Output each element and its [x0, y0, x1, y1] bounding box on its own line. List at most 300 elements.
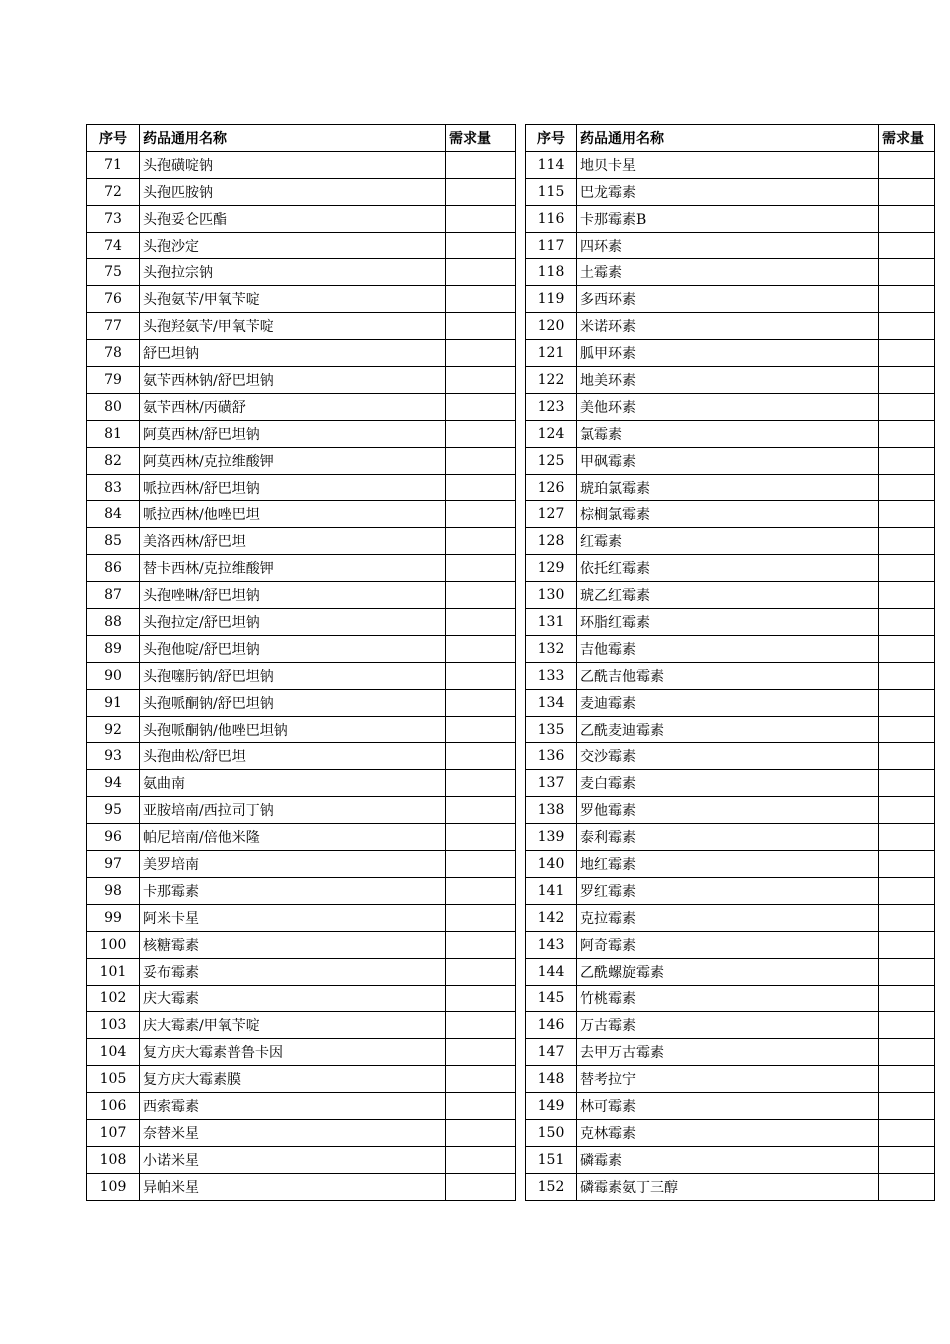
demand-quantity-cell[interactable]: [446, 447, 516, 474]
demand-quantity-cell[interactable]: [446, 178, 516, 205]
drug-name-cell: 乙酰吉他霉素: [577, 662, 879, 689]
demand-quantity-cell[interactable]: [879, 259, 935, 286]
serial-number-cell: 142: [526, 904, 577, 931]
demand-quantity-cell[interactable]: [879, 958, 935, 985]
drug-name-cell: 替卡西林/克拉维酸钾: [140, 555, 446, 582]
demand-quantity-cell[interactable]: [446, 528, 516, 555]
demand-quantity-cell[interactable]: [446, 286, 516, 313]
demand-quantity-cell[interactable]: [446, 205, 516, 232]
demand-quantity-cell[interactable]: [879, 420, 935, 447]
table-row: [87, 232, 516, 259]
table-row: [526, 420, 935, 447]
demand-quantity-cell[interactable]: [879, 393, 935, 420]
demand-quantity-cell[interactable]: [446, 904, 516, 931]
serial-number-cell: 71: [87, 151, 140, 178]
table-row: [87, 1146, 516, 1173]
table-row: [526, 1119, 935, 1146]
serial-number-cell: 88: [87, 609, 140, 636]
serial-number-cell: 126: [526, 474, 577, 501]
demand-quantity-cell[interactable]: [446, 501, 516, 528]
table-row: [526, 447, 935, 474]
drug-name-cell: 舒巴坦钠: [140, 340, 446, 367]
serial-number-cell: 120: [526, 313, 577, 340]
demand-quantity-cell[interactable]: [879, 528, 935, 555]
drug-name-cell: 头孢拉定/舒巴坦钠: [140, 609, 446, 636]
table-row: [87, 447, 516, 474]
demand-quantity-cell[interactable]: [446, 1039, 516, 1066]
demand-quantity-cell[interactable]: [879, 877, 935, 904]
drug-name-cell: 帕尼培南/倍他米隆: [140, 824, 446, 851]
table-row: [87, 635, 516, 662]
table-row: [526, 877, 935, 904]
demand-quantity-cell[interactable]: [879, 1039, 935, 1066]
table-row: [87, 1039, 516, 1066]
table-row: [526, 1093, 935, 1120]
serial-number-cell: 151: [526, 1146, 577, 1173]
drug-name-cell: 罗红霉素: [577, 877, 879, 904]
drug-name-cell: 去甲万古霉素: [577, 1039, 879, 1066]
serial-number-cell: 74: [87, 232, 140, 259]
demand-quantity-cell[interactable]: [879, 1119, 935, 1146]
drug-name-cell: 西索霉素: [140, 1093, 446, 1120]
demand-quantity-cell[interactable]: [879, 205, 935, 232]
serial-number-cell: 150: [526, 1119, 577, 1146]
drug-name-cell: 罗他霉素: [577, 797, 879, 824]
table-row: [87, 474, 516, 501]
table-row: [87, 178, 516, 205]
drug-name-cell: 头孢沙定: [140, 232, 446, 259]
table-row: [87, 393, 516, 420]
drug-name-cell: 头孢噻肟钠/舒巴坦钠: [140, 662, 446, 689]
drug-name-cell: 棕榈氯霉素: [577, 501, 879, 528]
demand-quantity-cell[interactable]: [446, 635, 516, 662]
serial-number-cell: 122: [526, 367, 577, 394]
serial-number-cell: 73: [87, 205, 140, 232]
drug-name-cell: 巴龙霉素: [577, 178, 879, 205]
drug-name-cell: 米诺环素: [577, 313, 879, 340]
demand-quantity-cell[interactable]: [879, 635, 935, 662]
drug-name-cell: 头孢他啶/舒巴坦钠: [140, 635, 446, 662]
serial-number-cell: 87: [87, 582, 140, 609]
header-demand-quantity: 需求量: [879, 125, 935, 152]
table-row: [526, 1173, 935, 1200]
drug-name-cell: 四环素: [577, 232, 879, 259]
table-header-row: [87, 125, 516, 152]
table-row: [526, 931, 935, 958]
drug-name-cell: 头孢氨苄/甲氧苄啶: [140, 286, 446, 313]
demand-quantity-cell[interactable]: [879, 313, 935, 340]
serial-number-cell: 114: [526, 151, 577, 178]
serial-number-cell: 147: [526, 1039, 577, 1066]
table-row: [87, 259, 516, 286]
table-row: [87, 555, 516, 582]
drug-name-cell: 克林霉素: [577, 1119, 879, 1146]
drug-name-cell: 替考拉宁: [577, 1066, 879, 1093]
table-row: [526, 393, 935, 420]
drug-name-cell: 奈替米星: [140, 1119, 446, 1146]
drug-name-cell: 头孢哌酮钠/他唑巴坦钠: [140, 716, 446, 743]
drug-name-cell: 头孢曲松/舒巴坦: [140, 743, 446, 770]
serial-number-cell: 108: [87, 1146, 140, 1173]
demand-quantity-cell[interactable]: [879, 1093, 935, 1120]
demand-quantity-cell[interactable]: [879, 716, 935, 743]
serial-number-cell: 104: [87, 1039, 140, 1066]
drug-name-cell: 阿莫西林/克拉维酸钾: [140, 447, 446, 474]
table-row: [526, 851, 935, 878]
table-row: [526, 286, 935, 313]
serial-number-cell: 132: [526, 635, 577, 662]
table-row: [87, 824, 516, 851]
table-row: [526, 259, 935, 286]
table-row: [87, 528, 516, 555]
table-row: [526, 1012, 935, 1039]
demand-quantity-cell[interactable]: [879, 904, 935, 931]
drug-name-cell: 地贝卡星: [577, 151, 879, 178]
serial-number-cell: 117: [526, 232, 577, 259]
serial-number-cell: 77: [87, 313, 140, 340]
demand-quantity-cell[interactable]: [879, 286, 935, 313]
drug-name-cell: 氨曲南: [140, 770, 446, 797]
serial-number-cell: 81: [87, 420, 140, 447]
demand-quantity-cell[interactable]: [879, 367, 935, 394]
drug-name-cell: 头孢唑啉/舒巴坦钠: [140, 582, 446, 609]
table-body: [87, 151, 516, 1200]
header-drug-name: 药品通用名称: [140, 125, 446, 152]
table-row: [526, 797, 935, 824]
serial-number-cell: 89: [87, 635, 140, 662]
table-row: [87, 931, 516, 958]
demand-quantity-cell[interactable]: [446, 555, 516, 582]
table-row: [526, 743, 935, 770]
serial-number-cell: 129: [526, 555, 577, 582]
serial-number-cell: 133: [526, 662, 577, 689]
demand-quantity-cell[interactable]: [879, 232, 935, 259]
drug-name-cell: 阿米卡星: [140, 904, 446, 931]
drug-name-cell: 美他环素: [577, 393, 879, 420]
table-row: [526, 635, 935, 662]
drug-name-cell: 异帕米星: [140, 1173, 446, 1200]
demand-quantity-cell[interactable]: [879, 178, 935, 205]
serial-number-cell: 136: [526, 743, 577, 770]
header-serial-number: 序号: [526, 125, 577, 152]
table-row: [87, 582, 516, 609]
demand-quantity-cell[interactable]: [879, 1173, 935, 1200]
serial-number-cell: 127: [526, 501, 577, 528]
demand-quantity-cell[interactable]: [879, 662, 935, 689]
drug-name-cell: 麦白霉素: [577, 770, 879, 797]
demand-quantity-cell[interactable]: [879, 770, 935, 797]
header-serial-number: 序号: [87, 125, 140, 152]
demand-quantity-cell[interactable]: [446, 151, 516, 178]
drug-name-cell: 克拉霉素: [577, 904, 879, 931]
serial-number-cell: 102: [87, 985, 140, 1012]
table-row: [526, 340, 935, 367]
drug-name-cell: 交沙霉素: [577, 743, 879, 770]
drug-name-cell: 多西环素: [577, 286, 879, 313]
demand-quantity-cell[interactable]: [446, 1119, 516, 1146]
drug-name-cell: 万古霉素: [577, 1012, 879, 1039]
drug-name-cell: 亚胺培南/西拉司丁钠: [140, 797, 446, 824]
demand-quantity-cell[interactable]: [879, 689, 935, 716]
drug-name-cell: 依托红霉素: [577, 555, 879, 582]
drug-name-cell: 氨苄西林/丙磺舒: [140, 393, 446, 420]
serial-number-cell: 97: [87, 851, 140, 878]
serial-number-cell: 85: [87, 528, 140, 555]
serial-number-cell: 106: [87, 1093, 140, 1120]
drug-name-cell: 林可霉素: [577, 1093, 879, 1120]
serial-number-cell: 86: [87, 555, 140, 582]
drug-name-cell: 地美环素: [577, 367, 879, 394]
table-row: [526, 985, 935, 1012]
table-row: [87, 985, 516, 1012]
table-row: [526, 582, 935, 609]
serial-number-cell: 146: [526, 1012, 577, 1039]
table-row: [526, 528, 935, 555]
drug-name-cell: 泰利霉素: [577, 824, 879, 851]
table-row: [87, 151, 516, 178]
drug-name-cell: 卡那霉素: [140, 877, 446, 904]
demand-quantity-cell[interactable]: [446, 797, 516, 824]
table-row: [87, 877, 516, 904]
drug-name-cell: 吉他霉素: [577, 635, 879, 662]
demand-quantity-cell[interactable]: [879, 151, 935, 178]
serial-number-cell: 79: [87, 367, 140, 394]
demand-quantity-cell[interactable]: [446, 1012, 516, 1039]
demand-quantity-cell[interactable]: [446, 1173, 516, 1200]
demand-quantity-cell[interactable]: [446, 851, 516, 878]
table-row: [526, 1039, 935, 1066]
serial-number-cell: 109: [87, 1173, 140, 1200]
drug-name-cell: 磷霉素氨丁三醇: [577, 1173, 879, 1200]
serial-number-cell: 143: [526, 931, 577, 958]
serial-number-cell: 100: [87, 931, 140, 958]
demand-quantity-cell[interactable]: [446, 985, 516, 1012]
demand-quantity-cell[interactable]: [879, 1066, 935, 1093]
demand-quantity-cell[interactable]: [879, 743, 935, 770]
table-row: [87, 958, 516, 985]
serial-number-cell: 123: [526, 393, 577, 420]
table-row: [526, 689, 935, 716]
table-row: [87, 1119, 516, 1146]
table-row: [526, 178, 935, 205]
demand-quantity-cell[interactable]: [446, 662, 516, 689]
drug-name-cell: 头孢匹胺钠: [140, 178, 446, 205]
table-row: [87, 313, 516, 340]
demand-quantity-cell[interactable]: [446, 877, 516, 904]
serial-number-cell: 96: [87, 824, 140, 851]
header-drug-name: 药品通用名称: [577, 125, 879, 152]
table-row: [87, 609, 516, 636]
demand-quantity-cell[interactable]: [446, 313, 516, 340]
drug-name-cell: 美罗培南: [140, 851, 446, 878]
drug-name-cell: 磷霉素: [577, 1146, 879, 1173]
demand-quantity-cell[interactable]: [879, 1146, 935, 1173]
serial-number-cell: 121: [526, 340, 577, 367]
demand-quantity-cell[interactable]: [879, 582, 935, 609]
serial-number-cell: 84: [87, 501, 140, 528]
serial-number-cell: 144: [526, 958, 577, 985]
serial-number-cell: 82: [87, 447, 140, 474]
table-row: [87, 851, 516, 878]
table-row: [87, 367, 516, 394]
serial-number-cell: 116: [526, 205, 577, 232]
serial-number-cell: 152: [526, 1173, 577, 1200]
demand-quantity-cell[interactable]: [446, 582, 516, 609]
demand-quantity-cell[interactable]: [446, 474, 516, 501]
drug-name-cell: 核糖霉素: [140, 931, 446, 958]
serial-number-cell: 90: [87, 662, 140, 689]
table-row: [526, 1066, 935, 1093]
serial-number-cell: 119: [526, 286, 577, 313]
demand-quantity-cell[interactable]: [879, 851, 935, 878]
drug-name-cell: 环脂红霉素: [577, 609, 879, 636]
drug-name-cell: 头孢妥仑匹酯: [140, 205, 446, 232]
drug-name-cell: 头孢哌酮钠/舒巴坦钠: [140, 689, 446, 716]
drug-name-cell: 竹桃霉素: [577, 985, 879, 1012]
serial-number-cell: 99: [87, 904, 140, 931]
demand-quantity-cell[interactable]: [446, 420, 516, 447]
serial-number-cell: 75: [87, 259, 140, 286]
serial-number-cell: 91: [87, 689, 140, 716]
table-row: [526, 151, 935, 178]
serial-number-cell: 138: [526, 797, 577, 824]
demand-quantity-cell[interactable]: [879, 555, 935, 582]
drug-name-cell: 美洛西林/舒巴坦: [140, 528, 446, 555]
demand-quantity-cell[interactable]: [879, 797, 935, 824]
table-row: [526, 662, 935, 689]
serial-number-cell: 94: [87, 770, 140, 797]
demand-quantity-cell[interactable]: [879, 985, 935, 1012]
table-row: [87, 205, 516, 232]
drug-name-cell: 阿莫西林/舒巴坦钠: [140, 420, 446, 447]
demand-quantity-cell[interactable]: [446, 1066, 516, 1093]
serial-number-cell: 128: [526, 528, 577, 555]
table-header-row: [526, 125, 935, 152]
table-row: [87, 420, 516, 447]
table-row: [87, 770, 516, 797]
serial-number-cell: 125: [526, 447, 577, 474]
table-row: [87, 1066, 516, 1093]
table-row: [87, 662, 516, 689]
demand-quantity-cell[interactable]: [446, 958, 516, 985]
demand-quantity-cell[interactable]: [446, 1146, 516, 1173]
demand-quantity-cell[interactable]: [446, 689, 516, 716]
table-row: [87, 716, 516, 743]
demand-quantity-cell[interactable]: [446, 716, 516, 743]
serial-number-cell: 131: [526, 609, 577, 636]
drug-name-cell: 庆大霉素: [140, 985, 446, 1012]
drug-name-cell: 氯霉素: [577, 420, 879, 447]
drug-name-cell: 妥布霉素: [140, 958, 446, 985]
table-row: [87, 1093, 516, 1120]
demand-quantity-cell[interactable]: [879, 1012, 935, 1039]
drug-name-cell: 小诺米星: [140, 1146, 446, 1173]
demand-quantity-cell[interactable]: [446, 340, 516, 367]
table-body: [526, 151, 935, 1200]
table-row: [526, 716, 935, 743]
table-row: [526, 824, 935, 851]
demand-quantity-cell[interactable]: [879, 340, 935, 367]
drug-name-cell: 庆大霉素/甲氧苄啶: [140, 1012, 446, 1039]
drug-name-cell: 胍甲环素: [577, 340, 879, 367]
drug-name-cell: 复方庆大霉素膜: [140, 1066, 446, 1093]
demand-quantity-cell[interactable]: [879, 474, 935, 501]
serial-number-cell: 72: [87, 178, 140, 205]
serial-number-cell: 115: [526, 178, 577, 205]
serial-number-cell: 78: [87, 340, 140, 367]
drug-name-cell: 乙酰麦迪霉素: [577, 716, 879, 743]
table-row: [87, 501, 516, 528]
table-row: [526, 1146, 935, 1173]
serial-number-cell: 80: [87, 393, 140, 420]
demand-quantity-cell[interactable]: [446, 259, 516, 286]
serial-number-cell: 95: [87, 797, 140, 824]
drug-name-cell: 头孢磺啶钠: [140, 151, 446, 178]
demand-quantity-cell[interactable]: [446, 743, 516, 770]
serial-number-cell: 92: [87, 716, 140, 743]
table-row: [87, 797, 516, 824]
drug-table-left: [86, 124, 516, 1201]
demand-quantity-cell[interactable]: [879, 824, 935, 851]
serial-number-cell: 93: [87, 743, 140, 770]
drug-name-cell: 土霉素: [577, 259, 879, 286]
table-row: [87, 904, 516, 931]
drug-name-cell: 头孢羟氨苄/甲氧苄啶: [140, 313, 446, 340]
serial-number-cell: 98: [87, 877, 140, 904]
serial-number-cell: 124: [526, 420, 577, 447]
serial-number-cell: 76: [87, 286, 140, 313]
table-row: [526, 367, 935, 394]
table-row: [87, 743, 516, 770]
table-row: [87, 1012, 516, 1039]
drug-name-cell: 地红霉素: [577, 851, 879, 878]
demand-quantity-cell[interactable]: [446, 232, 516, 259]
demand-quantity-cell[interactable]: [446, 824, 516, 851]
serial-number-cell: 118: [526, 259, 577, 286]
table-row: [87, 1173, 516, 1200]
table-row: [526, 501, 935, 528]
serial-number-cell: 134: [526, 689, 577, 716]
drug-name-cell: 哌拉西林/舒巴坦钠: [140, 474, 446, 501]
serial-number-cell: 149: [526, 1093, 577, 1120]
demand-quantity-cell[interactable]: [879, 931, 935, 958]
demand-quantity-cell[interactable]: [879, 447, 935, 474]
drug-name-cell: 阿奇霉素: [577, 931, 879, 958]
drug-name-cell: 哌拉西林/他唑巴坦: [140, 501, 446, 528]
demand-quantity-cell[interactable]: [446, 609, 516, 636]
table-row: [87, 340, 516, 367]
drug-name-cell: 琥珀氯霉素: [577, 474, 879, 501]
serial-number-cell: 140: [526, 851, 577, 878]
serial-number-cell: 139: [526, 824, 577, 851]
table-row: [526, 555, 935, 582]
drug-name-cell: 琥乙红霉素: [577, 582, 879, 609]
table-row: [526, 609, 935, 636]
serial-number-cell: 130: [526, 582, 577, 609]
demand-quantity-cell[interactable]: [446, 931, 516, 958]
demand-quantity-cell[interactable]: [446, 393, 516, 420]
drug-name-cell: 甲砜霉素: [577, 447, 879, 474]
demand-quantity-cell[interactable]: [446, 770, 516, 797]
demand-quantity-cell[interactable]: [879, 501, 935, 528]
serial-number-cell: 145: [526, 985, 577, 1012]
table-row: [526, 904, 935, 931]
demand-quantity-cell[interactable]: [446, 367, 516, 394]
demand-quantity-cell[interactable]: [446, 1093, 516, 1120]
demand-quantity-cell[interactable]: [879, 609, 935, 636]
drug-name-cell: 卡那霉素B: [577, 205, 879, 232]
serial-number-cell: 105: [87, 1066, 140, 1093]
